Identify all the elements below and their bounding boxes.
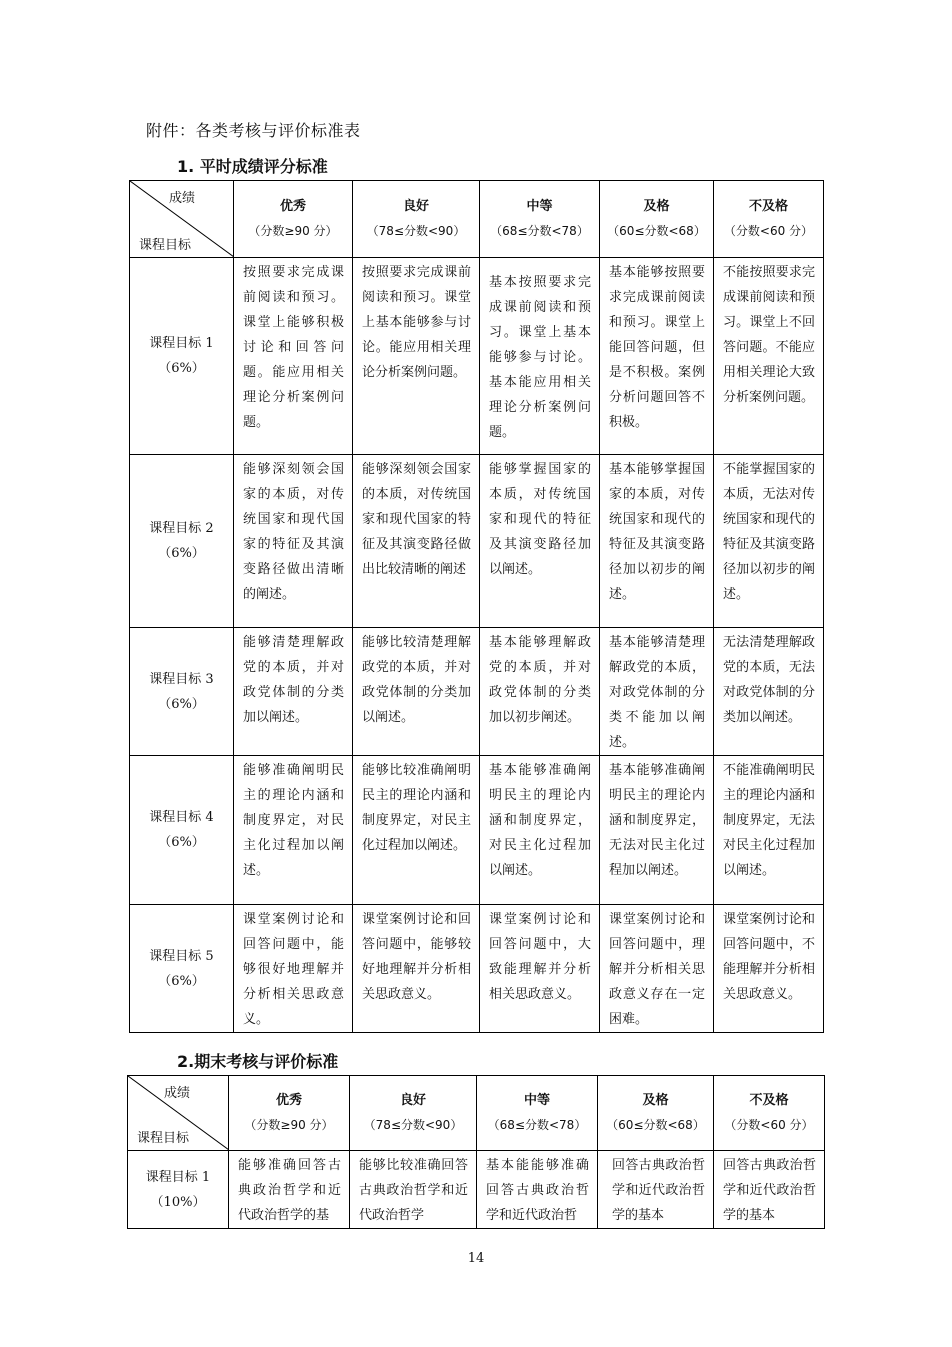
section-1-heading: 1. 平时成绩评分标准: [177, 157, 328, 176]
criteria-cell: 能够掌握国家的本质，对传统国家和现代的特征及其演变路径加以阐述。: [480, 455, 600, 628]
criteria-cell: 能够深刻领会国家的本质，对传统国家和现代国家的特征及其演变路径做出比较清晰的阐述: [353, 455, 480, 628]
criteria-cell: 基本能够按照要求完成课前阅读和预习。课堂上能回答问题，但是不积极。案例分析问题回答不积极。: [600, 258, 714, 455]
table-row: [130, 905, 824, 1033]
criteria-cell: 课堂案例讨论和回答问题中，理解并分析相关思政意义存在一定困难。: [600, 905, 714, 1033]
corner-bottom-label: 课程目标: [139, 238, 192, 253]
header-excellent: 优秀 （分数≥90 分）: [234, 181, 353, 258]
criteria-cell: 按照要求完成课前阅读和预习。课堂上能够积极讨论和回答问题。能应用相关理论分析案例问题。: [234, 258, 353, 455]
criteria-cell: 不能准确阐明民主的理论内涵和制度界定，无法对民主化过程加以阐述。: [714, 756, 824, 905]
criteria-cell: 基本按照要求完成课前阅读和预习。课堂上基本能够参与讨论。基本能应用相关理论分析案例问题。: [480, 258, 600, 455]
corner-cell: [130, 181, 234, 258]
header-medium: 中等 （68≤分数<78）: [480, 181, 600, 258]
criteria-cell: 课堂案例讨论和回答问题中，能够较好地理解并分析相关思政意义。: [353, 905, 480, 1033]
criteria-cell: 无法清楚理解政党的本质，无法对政党体制的分类加以阐述。: [714, 628, 824, 756]
criteria-cell: 课堂案例讨论和回答问题中，能够很好地理解并分析相关思政意义。: [234, 905, 353, 1033]
criteria-cell: 基本能够理解政党的本质，并对政党体制的分类加以初步阐述。: [480, 628, 600, 756]
objective-cell: 课程目标 1 （6%）: [130, 258, 234, 455]
header-good: 良好 （78≤分数<90）: [350, 1076, 477, 1151]
criteria-cell: 能够清楚理解政党的本质，并对政党体制的分类加以阐述。: [234, 628, 353, 756]
corner-cell: [128, 1076, 229, 1151]
header-fail: 不及格 （分数<60 分）: [714, 181, 824, 258]
table-row: [130, 455, 824, 628]
table-row: [130, 628, 824, 756]
criteria-cell: 能够比较清楚理解政党的本质，并对政党体制的分类加以阐述。: [353, 628, 480, 756]
criteria-cell: 能够比较准确回答古典政治哲学和近代政治哲学: [350, 1151, 477, 1229]
objective-cell: 课程目标 5 （6%）: [130, 905, 234, 1033]
table-header-row: [128, 1076, 825, 1151]
section-2-heading: 2.期末考核与评价标准: [177, 1052, 339, 1071]
criteria-cell: 基本能够准确阐明民主的理论内涵和制度界定，无法对民主化过程加以阐述。: [600, 756, 714, 905]
regular-grade-table: [129, 180, 824, 1033]
criteria-cell: 不能掌握国家的本质，无法对传统国家和现代的特征及其演变路径加以初步的阐述。: [714, 455, 824, 628]
table-header-row: [130, 181, 824, 258]
header-fail: 不及格 （分数<60 分）: [714, 1076, 825, 1151]
header-medium: 中等 （68≤分数<78）: [477, 1076, 598, 1151]
criteria-cell: 基本能够准确阐明民主的理论内涵和制度界定，对民主化过程加以阐述。: [480, 756, 600, 905]
criteria-cell: 课堂案例讨论和回答问题中，不能理解并分析相关思政意义。: [714, 905, 824, 1033]
criteria-cell: 回答古典政治哲学和近代政治哲学的基本: [598, 1151, 714, 1229]
header-excellent: 优秀 （分数≥90 分）: [229, 1076, 350, 1151]
corner-top-label: 成绩: [168, 191, 195, 206]
criteria-cell: 基本能能够准确回答古典政治哲学和近代政治哲: [477, 1151, 598, 1229]
criteria-cell: 能够准确阐明民主的理论内涵和制度界定，对民主化过程加以阐述。: [234, 756, 353, 905]
criteria-cell: 不能按照要求完成课前阅读和预习。课堂上不回答问题。不能应用相关理论大致分析案例问题。: [714, 258, 824, 455]
objective-cell: 课程目标 2 （6%）: [130, 455, 234, 628]
page-title: 附件：各类考核与评价标准表: [146, 121, 361, 140]
header-pass: 及格 （60≤分数<68）: [598, 1076, 714, 1151]
objective-cell: 课程目标 3 （6%）: [130, 628, 234, 756]
final-exam-table: [127, 1075, 825, 1229]
criteria-cell: 基本能够掌握国家的本质，对传统国家和现代的特征及其演变路径加以初步的阐述。: [600, 455, 714, 628]
objective-cell: 课程目标 4 （6%）: [130, 756, 234, 905]
table-row: [130, 756, 824, 905]
criteria-cell: 能够比较准确阐明民主的理论内涵和制度界定，对民主化过程加以阐述。: [353, 756, 480, 905]
table-row: [130, 258, 824, 455]
corner-top-label: 成绩: [163, 1086, 190, 1101]
table-row: [128, 1151, 825, 1229]
objective-cell: 课程目标 1 （10%）: [128, 1151, 229, 1229]
header-good: 良好 （78≤分数<90）: [353, 181, 480, 258]
criteria-cell: 能够准确回答古典政治哲学和近代政治哲学的基: [229, 1151, 350, 1229]
criteria-cell: 课堂案例讨论和回答问题中，大致能理解并分析相关思政意义。: [480, 905, 600, 1033]
page-number: 14: [467, 1251, 485, 1266]
corner-bottom-label: 课程目标: [137, 1131, 190, 1146]
criteria-cell: 基本能够清楚理解政党的本质，对政党体制的分类不能加以阐述。: [600, 628, 714, 756]
criteria-cell: 能够深刻领会国家的本质，对传统国家和现代国家的特征及其演变路径做出清晰的阐述。: [234, 455, 353, 628]
criteria-cell: 回答古典政治哲学和近代政治哲学的基本: [714, 1151, 825, 1229]
criteria-cell: 按照要求完成课前阅读和预习。课堂上基本能够参与讨论。能应用相关理论分析案例问题。: [353, 258, 480, 455]
header-pass: 及格 （60≤分数<68）: [600, 181, 714, 258]
